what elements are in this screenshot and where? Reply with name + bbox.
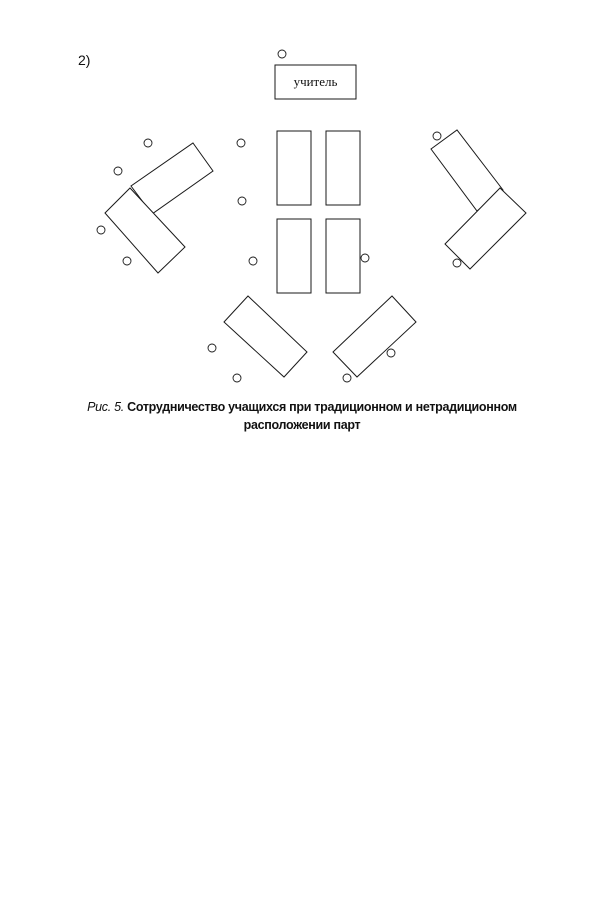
bottom-left-desk bbox=[224, 296, 307, 377]
central-seat bbox=[238, 197, 246, 205]
classroom-layout-diagram bbox=[0, 0, 604, 400]
left-group-seat bbox=[144, 139, 152, 147]
central-desk-bottom-left bbox=[277, 219, 311, 293]
central-seat bbox=[237, 139, 245, 147]
bottom-right-seat bbox=[387, 349, 395, 357]
central-desk-top-left bbox=[277, 131, 311, 205]
central-seat bbox=[249, 257, 257, 265]
central-desk-bottom-right bbox=[326, 219, 360, 293]
bottom-left-seat bbox=[208, 344, 216, 352]
teacher-label: учитель bbox=[293, 74, 338, 89]
figure-caption bbox=[60, 398, 544, 434]
left-group-seat bbox=[97, 226, 105, 234]
figure-label: Рис. 5. bbox=[87, 400, 124, 414]
section-number: 2) bbox=[78, 52, 91, 68]
teacher-seat bbox=[278, 50, 286, 58]
figure-title-line2: расположении парт bbox=[243, 418, 361, 432]
figure-title-line1: Сотрудничество учащихся при традиционном и нетрадиционном bbox=[127, 400, 517, 414]
right-group-seat bbox=[453, 259, 461, 267]
bottom-right-seat bbox=[343, 374, 351, 382]
left-group-seat bbox=[123, 257, 131, 265]
bottom-left-seat bbox=[233, 374, 241, 382]
right-group-seat bbox=[433, 132, 441, 140]
bottom-right-desk bbox=[333, 296, 416, 377]
central-desk-top-right bbox=[326, 131, 360, 205]
left-group-seat bbox=[114, 167, 122, 175]
central-seat bbox=[361, 254, 369, 262]
